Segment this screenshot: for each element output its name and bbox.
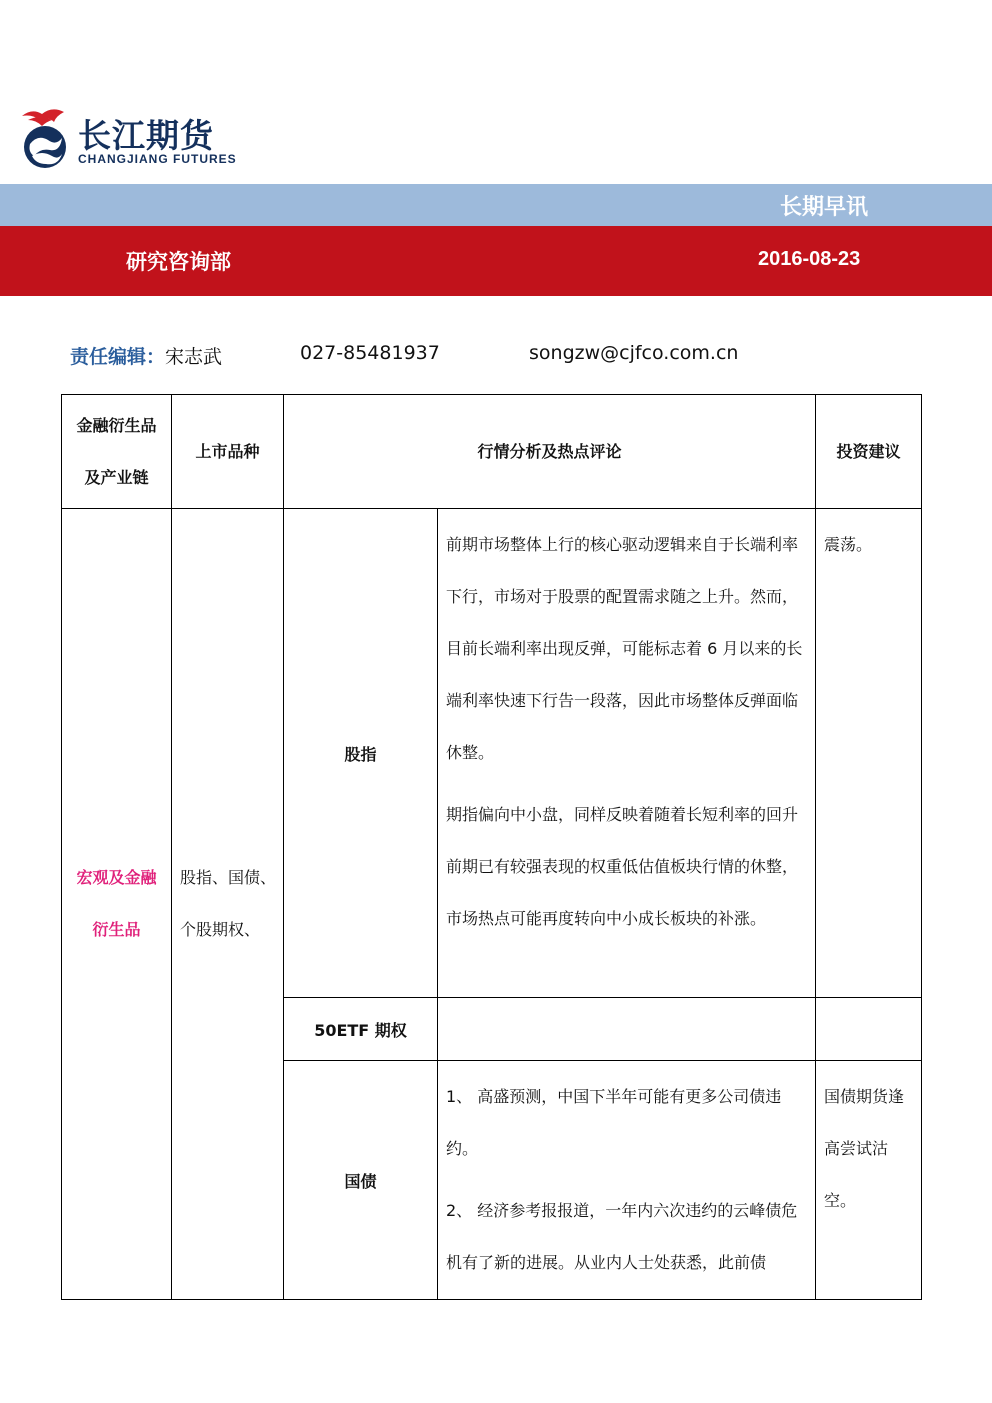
row-name: 50ETF 期权 [284, 998, 438, 1061]
varieties-cell: 股指、国债、个股期权、 [172, 509, 284, 1300]
advice-cell: 国债期货逢高尝试沽空。 [816, 1061, 922, 1300]
row-name: 国债 [284, 1061, 438, 1300]
title-band [0, 184, 992, 226]
editor-line [70, 342, 222, 369]
header-varieties: 上市品种 [172, 395, 284, 509]
analysis-paragraph: 1、 高盛预测，中国下半年可能有更多公司债违约。 [446, 1087, 782, 1158]
advice-cell [816, 998, 922, 1061]
header-category: 金融衍生品及产业链 [62, 395, 172, 509]
department-name: 研究咨询部 [126, 250, 231, 274]
logo-english-name: CHANGJIANG FUTURES [78, 152, 237, 166]
editor-name: 宋志武 [165, 346, 223, 368]
analysis-paragraph: 前期市场整体上行的核心驱动逻辑来自于长端利率下行，市场对于股票的配置需求随之上升。然而，目前长端利率出现反弹，可能标志着 6 月以来的长端利率快速下行告一段落，因此市场整体反弹面临休整。 [446, 535, 803, 762]
editor-label: 责任编辑： [70, 346, 166, 368]
department-band [0, 226, 992, 296]
market-table [61, 394, 922, 1300]
company-logo [18, 106, 278, 172]
analysis-paragraph: 2、 经济参考报报道，一年内六次违约的云峰债危机有了新的进展。从业内人士处获悉，此前债 [446, 1201, 798, 1272]
analysis-paragraph: 期指偏向中小盘，同样反映着随着长短利率的回升前期已有较强表现的权重低估值板块行情的休整，市场热点可能再度转向中小成长板块的补涨。 [446, 805, 799, 928]
row-name: 股指 [284, 509, 438, 998]
category-cell: 宏观及金融衍生品 [62, 509, 172, 1300]
report-title: 长期早讯 [779, 195, 868, 220]
analysis-cell [438, 1061, 816, 1300]
table-row [62, 509, 922, 998]
report-date: 2016-08-23 [758, 248, 861, 270]
analysis-cell [438, 509, 816, 998]
header-advice: 投资建议 [816, 395, 922, 509]
dragon-logo-icon [18, 106, 74, 172]
table-header-row [62, 395, 922, 509]
editor-email: songzw@cjfco.com.cn [529, 342, 739, 364]
analysis-cell [438, 998, 816, 1061]
logo-chinese-name: 长江期货 [78, 116, 214, 155]
header-analysis: 行情分析及热点评论 [284, 395, 816, 509]
editor-phone: 027-85481937 [300, 342, 440, 364]
advice-cell: 震荡。 [816, 509, 922, 998]
